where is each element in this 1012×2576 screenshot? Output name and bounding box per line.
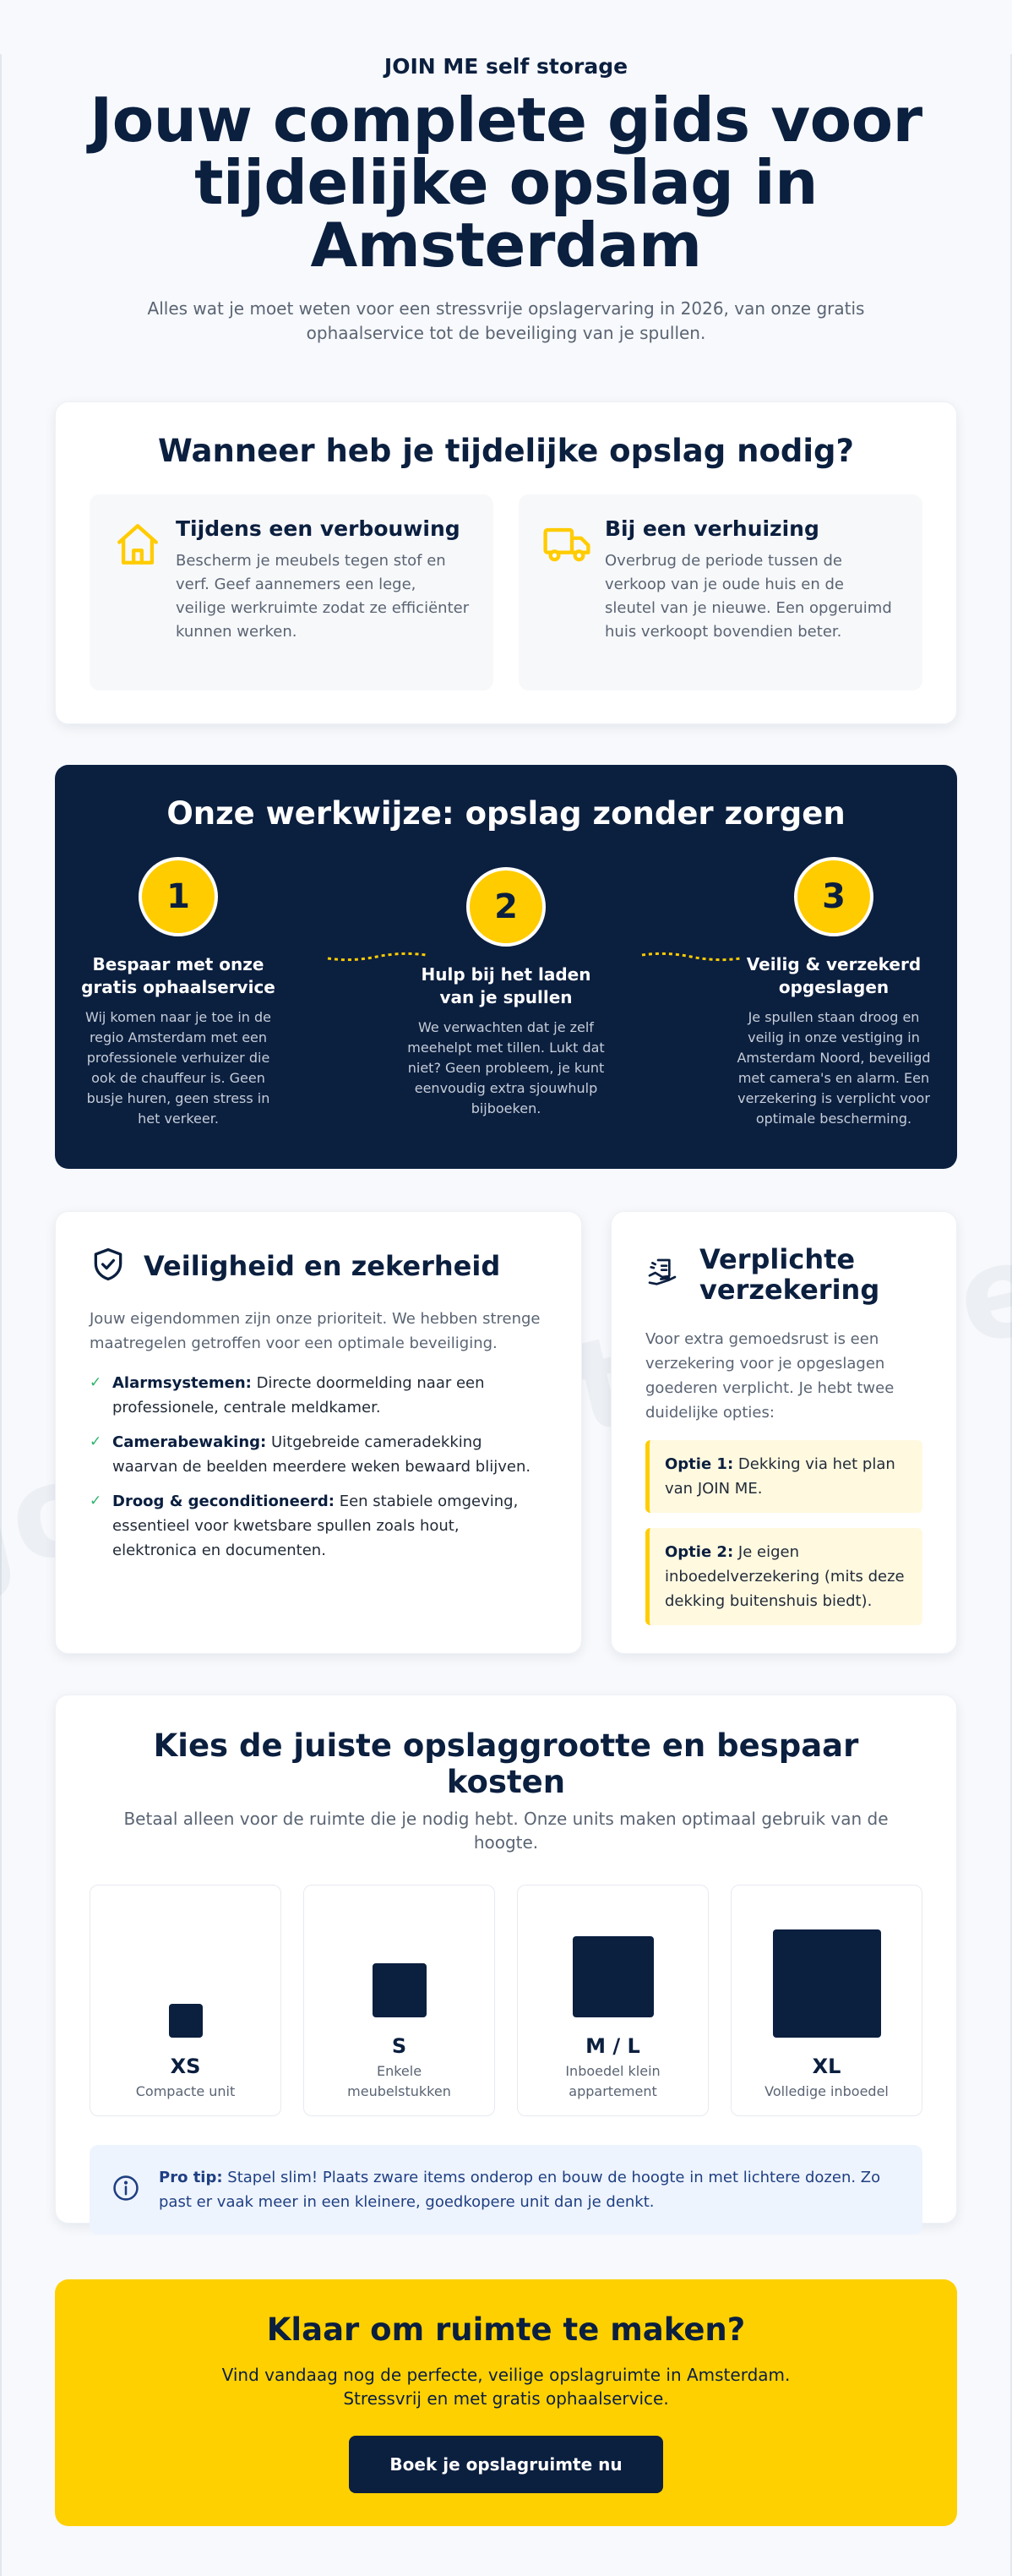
size-option-s[interactable] [303, 1885, 495, 2116]
sizes-grid [90, 1885, 922, 2116]
process-step-1 [79, 857, 278, 1129]
security-intro: Jouw eigendommen zijn onze prioriteit. We hebben strenge maatregelen getroffen voor een optimale beveiliging. [90, 1310, 541, 1352]
process-title: Onze werkwijze: opslag zonder zorgen [166, 795, 846, 832]
step-desc: Je spullen staan droog en veilig in onze vestiging in Amsterdam Noord, beveiligd met camera's en alarm. Een verzekering is verplicht voor optimale bescherming. [737, 1009, 931, 1127]
list-item [90, 1430, 547, 1479]
pro-tip-box [90, 2145, 922, 2235]
needs-section [55, 401, 957, 724]
step-number: 2 [466, 867, 546, 947]
step-connector-line [326, 948, 427, 965]
security-insurance-row [55, 1211, 957, 1654]
need-title: Tijdens een verbouwing [176, 516, 460, 541]
info-icon [112, 2174, 147, 2206]
option-label: Optie 1: [665, 1455, 734, 1473]
brand-name: JOIN ME self storage [384, 54, 628, 79]
need-item-moving [519, 494, 922, 690]
step-title: Veilig & verzekerd opgeslagen [746, 954, 922, 997]
option-text: Je eigen inboedelverzekering (mits deze dekking buitenshuis biedt). [665, 1543, 905, 1610]
bullet-text: Uitgebreide cameradekking waarvan de beelden meerdere weken bewaard blijven. [112, 1433, 531, 1476]
list-item [90, 1371, 547, 1420]
size-desc: Inboedel klein appartement [565, 2063, 661, 2099]
option-text: Dekking via het plan van JOIN ME. [665, 1455, 895, 1498]
security-list [90, 1371, 547, 1563]
insurance-intro: Voor extra gemoedsrust is een verzekering voor je opgeslagen goederen verplicht. Je hebt twee duidelijke opties: [645, 1330, 895, 1422]
tip-text: Stapel slim! Plaats zware items onderop en bouw de hoogte in met lichtere dozen. Zo past er vaak meer in een kleinere, goedkopere unit dan je denkt. [159, 2169, 881, 2211]
cta-title: Klaar om ruimte te maken? [266, 2311, 746, 2348]
size-label: XS [170, 2055, 201, 2078]
process-steps [79, 857, 933, 1129]
needs-grid [90, 494, 922, 690]
home-icon [113, 516, 164, 669]
check-icon: ✓ [90, 1433, 102, 1450]
bullet-label: Alarmsystemen: [112, 1374, 252, 1392]
insurance-option-2 [645, 1528, 922, 1625]
unit-size-block [773, 1929, 881, 2038]
size-desc: Enkele meubelstukken [347, 2063, 451, 2099]
size-option-m-l[interactable] [517, 1885, 709, 2116]
bullet-text: Een stabiele omgeving, essentieel voor kwetsbare spullen zoals hout, elektronica en documenten. [112, 1493, 519, 1559]
cta-line-2: Stressvrij en met gratis ophaalservice. [343, 2388, 669, 2409]
page-container [55, 54, 957, 2526]
truck-icon [542, 516, 593, 669]
document-hand-icon [645, 1256, 688, 1293]
need-desc: Bescherm je meubels tegen stof en verf. Geef aannemers een lege, veilige werkruimte zodat ze efficiënter kunnen werken. [176, 552, 470, 641]
need-title: Bij een verhuizing [605, 516, 819, 541]
tip-label: Pro tip: [159, 2169, 223, 2186]
shield-check-icon [90, 1246, 132, 1286]
cta-line-1: Vind vandaag nog de perfecte, veilige opslagruimte in Amsterdam. [221, 2365, 791, 2385]
step-desc: Wij komen naar je toe in de regio Amsterdam met een professionele verhuizer die ook de chauffeur is. Geen busje huren, geen stress in het verkeer. [84, 1009, 272, 1127]
bullet-label: Droog & geconditioneerd: [112, 1493, 335, 1510]
bullet-text: Directe doormelding naar een professionele, centrale meldkamer. [112, 1374, 485, 1416]
step-number: 1 [139, 857, 218, 936]
step-title: Bespaar met onze gratis ophaalservice [81, 954, 275, 997]
option-label: Optie 2: [665, 1543, 734, 1561]
size-option-xl[interactable] [731, 1885, 922, 2116]
unit-size-block [573, 1936, 654, 2017]
security-title: Veiligheid en zekerheid [144, 1250, 501, 1282]
bullet-label: Camerabewaking: [112, 1433, 267, 1451]
cta-section [55, 2279, 957, 2526]
size-desc: Compacte unit [135, 2083, 236, 2099]
step-number: 3 [794, 857, 873, 936]
sizes-subtitle: Betaal alleen voor de ruimte die je nodig hebt. Onze units maken optimaal gebruik van de hoogte. [123, 1809, 889, 1853]
process-step-2 [406, 867, 606, 1129]
insurance-title: Verplichte verzekering [699, 1243, 880, 1306]
step-connector-line [640, 948, 742, 965]
sizes-title: Kies de juiste opslaggrootte en bespaar kosten [153, 1727, 859, 1800]
insurance-option-1 [645, 1440, 922, 1513]
size-desc: Volledige inboedel [764, 2083, 889, 2099]
size-label: XL [812, 2055, 841, 2078]
book-storage-button[interactable]: Boek je opslagruimte nu [349, 2436, 662, 2493]
process-section [55, 765, 957, 1169]
need-desc: Overbrug de periode tussen de verkoop van je oude huis en de sleutel van je nieuwe. Een opgeruimd huis verkoopt bovendien beter. [605, 552, 892, 641]
page-subtitle: Alles wat je moet weten voor een stressvrije opslagervaring in 2026, van onze gratis ophaalservice tot de beveiliging van je spullen. [147, 298, 865, 343]
size-option-xs[interactable] [90, 1885, 281, 2116]
size-label: S [391, 2034, 407, 2058]
check-icon: ✓ [90, 1374, 102, 1391]
security-card [55, 1211, 582, 1654]
process-step-3 [734, 857, 933, 1129]
list-item [90, 1489, 547, 1563]
unit-size-block [373, 1963, 427, 2017]
step-title: Hulp bij het laden van je spullen [421, 964, 591, 1007]
check-icon: ✓ [90, 1493, 102, 1509]
need-item-renovation [90, 494, 493, 690]
needs-title: Wanneer heb je tijdelijke opslag nodig? [157, 433, 854, 469]
unit-size-block [169, 2004, 203, 2038]
step-desc: We verwachten dat je zelf meehelpt met tillen. Lukt dat niet? Geen probleem, je kunt eenvoudig extra sjouwhulp bijboeken. [407, 1019, 605, 1116]
sizes-section [55, 1695, 957, 2224]
page-title: Jouw complete gids voor tijdelijke opslag in Amsterdam [90, 85, 922, 281]
size-label: M / L [585, 2034, 640, 2058]
insurance-card [611, 1211, 957, 1654]
